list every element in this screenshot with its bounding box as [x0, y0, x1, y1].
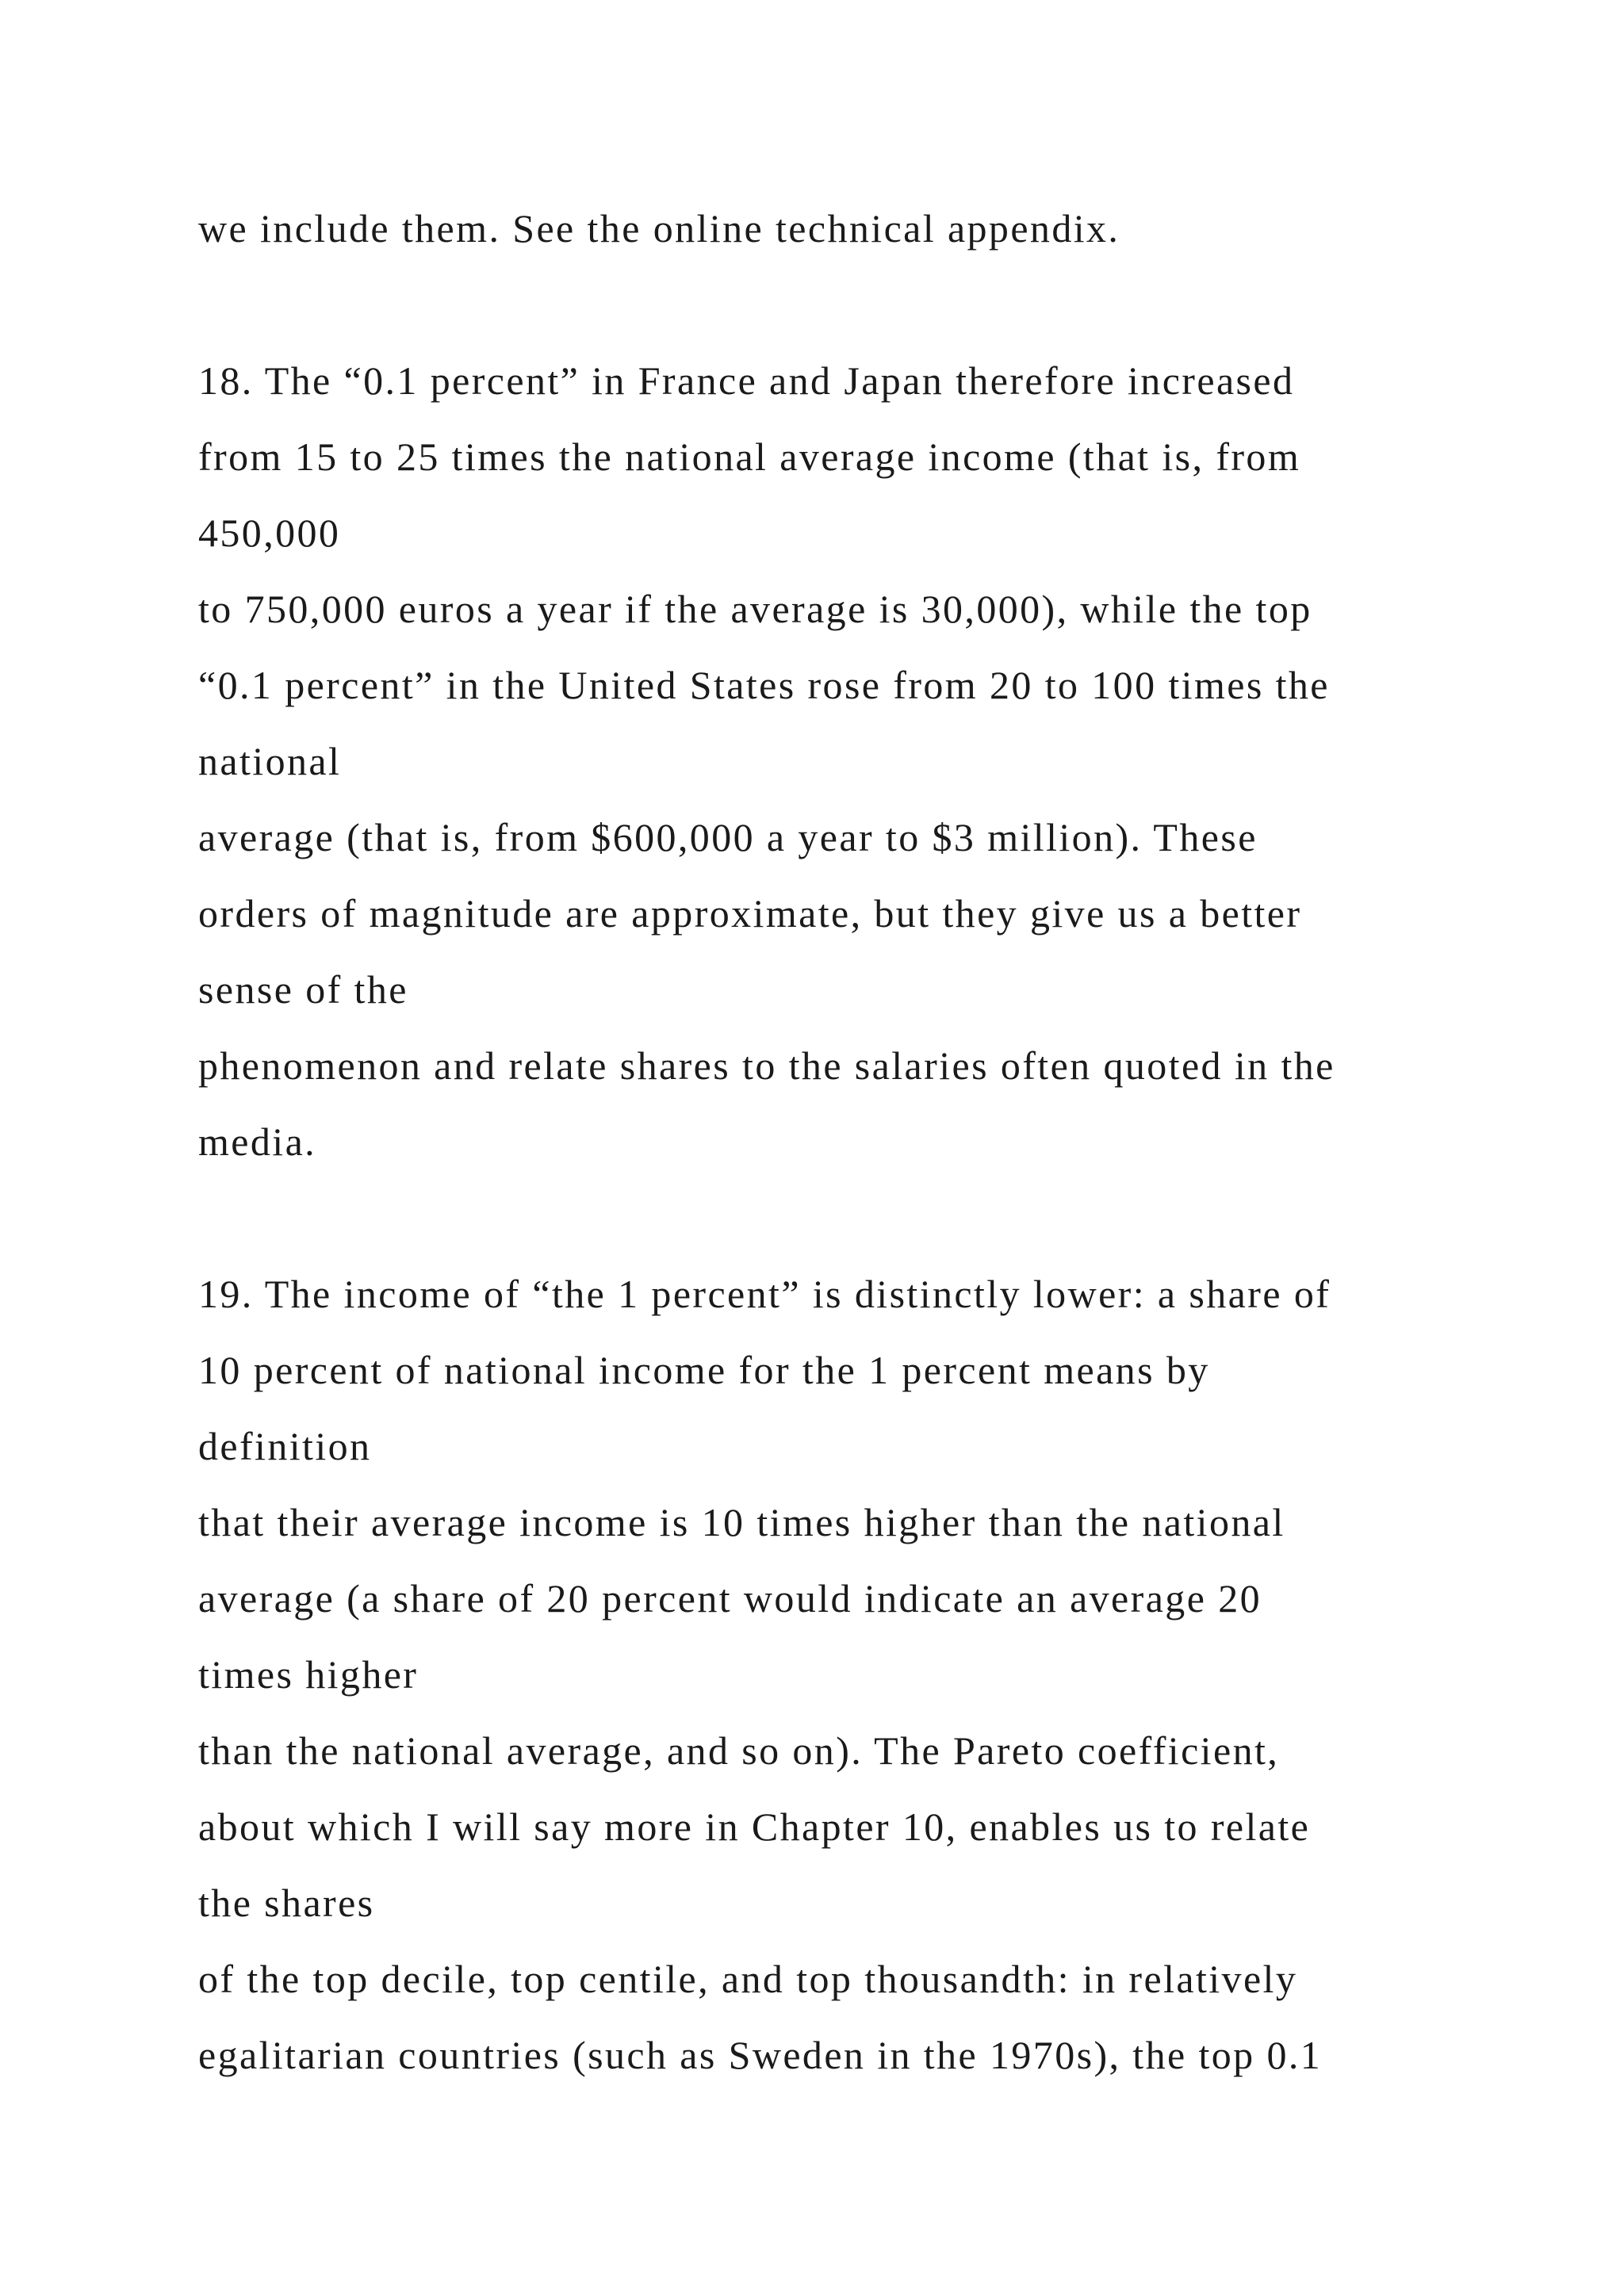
footnote-18-line: 18. The “0.1 percent” in France and Japan therefore increased	[198, 358, 1295, 403]
footnote-19-line: average (a share of 20 percent would indicate an average 20	[198, 1576, 1262, 1621]
footnote-18-line: sense of the	[198, 967, 408, 1012]
footnote-19	[198, 1256, 1546, 2093]
text-line-intro: we include them. See the online technical appendix.	[198, 206, 1120, 251]
footnote-18-line: from 15 to 25 times the national average income (that is, from	[198, 434, 1301, 479]
footnote-19-line: the shares	[198, 1881, 375, 1925]
footnote-18-line: national	[198, 739, 342, 783]
footnote-18	[198, 342, 1546, 1180]
footnote-18-line: orders of magnitude are approximate, but they give us a better	[198, 891, 1302, 936]
footnote-18-line: to 750,000 euros a year if the average is 30,000), while the top	[198, 587, 1312, 631]
footnote-19-line: that their average income is 10 times higher than the national	[198, 1500, 1285, 1544]
footnote-19-line: of the top decile, top centile, and top thousandth: in relatively	[198, 1957, 1298, 2001]
footnote-19-line: than the national average, and so on). The Pareto coefficient,	[198, 1728, 1280, 1773]
footnote-19-line: egalitarian countries (such as Sweden in the 1970s), the top 0.1	[198, 2033, 1323, 2077]
document-text	[198, 190, 1546, 2093]
footnote-19-line: 19. The income of “the 1 percent” is distinctly lower: a share of	[198, 1272, 1331, 1316]
footnote-18-line: average (that is, from $600,000 a year to $3 million). These	[198, 815, 1258, 859]
footnote-18-line: phenomenon and relate shares to the salaries often quoted in the	[198, 1043, 1335, 1088]
footnote-19-line: 10 percent of national income for the 1 percent means by	[198, 1348, 1210, 1392]
footnote-19-line: about which I will say more in Chapter 10, enables us to relate	[198, 1804, 1311, 1849]
footnote-18-line: media.	[198, 1119, 317, 1164]
paragraph-gap	[198, 266, 1546, 342]
footnote-19-line: times higher	[198, 1652, 419, 1697]
footnote-18-line: 450,000	[198, 511, 341, 555]
footnote-18-line: “0.1 percent” in the United States rose from 20 to 100 times the	[198, 663, 1330, 707]
paragraph-gap	[198, 1180, 1546, 1256]
footnote-19-line: definition	[198, 1424, 372, 1468]
